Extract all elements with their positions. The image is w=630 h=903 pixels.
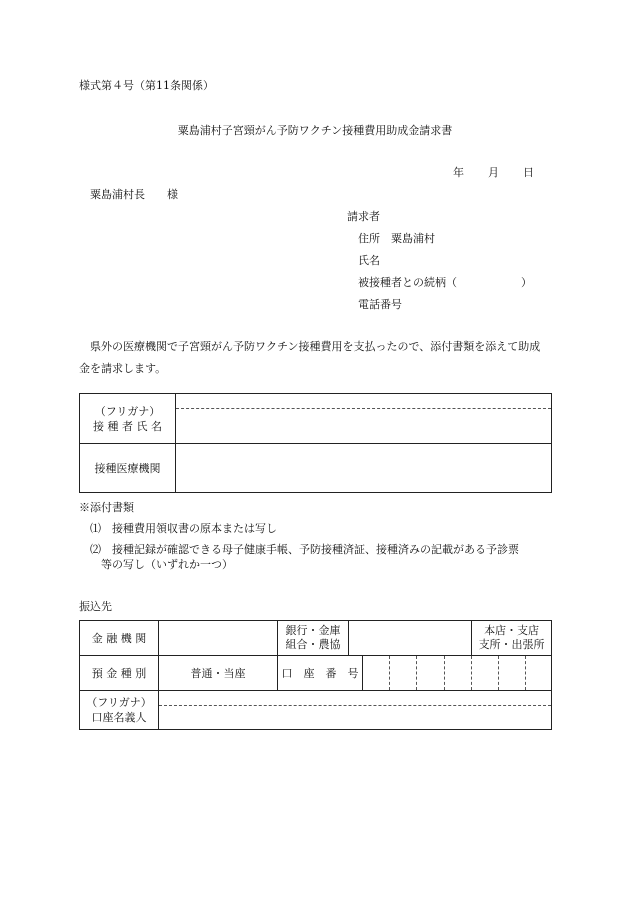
requester-relation-label: 被接種者との続柄（	[358, 276, 457, 289]
requester-phone-label: 電話番号	[358, 298, 402, 311]
addressee: 粟島浦村長 様	[90, 188, 178, 201]
form-title: 粟島浦村子宮頸がん予防ワクチン接種費用助成金請求書	[177, 124, 453, 137]
form-number: 様式第４号（第11条関係）	[79, 79, 214, 92]
date-month-label: 月	[488, 166, 499, 179]
bank-heading: 振込先	[79, 600, 112, 613]
account-digit-1[interactable]	[363, 656, 390, 691]
request-statement: 県外の医療機関で子宮頸がん予防ワクチン接種費用を支払ったので、添付書類を添えて助成金を請求します。	[79, 340, 541, 375]
account-digit-2[interactable]	[390, 656, 417, 691]
account-digit-4[interactable]	[445, 656, 472, 691]
account-digit-5[interactable]	[472, 656, 499, 691]
branch-type-line-2: 支所・出張所	[478, 638, 545, 651]
account-digit-6[interactable]	[499, 656, 526, 691]
clinic-label: 接種医療機関	[80, 444, 176, 493]
branch-type-line-1: 本店・支店	[484, 624, 540, 637]
date-year-label: 年	[453, 166, 464, 179]
requester-address-label: 住所 粟島浦村	[358, 232, 435, 245]
account-holder-label: 口座名義人	[91, 711, 147, 724]
recipient-name-label: 接 種 者 氏 名	[93, 419, 162, 433]
account-holder-divider	[159, 705, 551, 706]
recipient-furigana-label: （フリガナ）	[94, 404, 161, 418]
clinic-field[interactable]	[176, 444, 552, 493]
bank-table	[79, 620, 552, 730]
institution-name-field[interactable]	[159, 621, 278, 656]
attachment-item-1: ⑴ 接種費用領収書の原本または写し	[90, 522, 277, 535]
bank-type-line-2: 組合・農協	[285, 638, 341, 651]
bank-type-cell	[278, 621, 349, 656]
recipient-name-label-cell	[80, 394, 176, 444]
requester-heading: 請求者	[347, 210, 380, 223]
branch-type-cell	[472, 621, 552, 656]
deposit-type-label: 預 金 種 別	[80, 656, 159, 691]
requester-name-label: 氏名	[358, 254, 380, 267]
account-digit-3[interactable]	[417, 656, 445, 691]
recipient-furigana-field[interactable]	[176, 394, 551, 408]
attachment-item-2-line-1: ⑵ 接種記録が確認できる母子健康手帳、予防接種済証、接種済みの記載がある予診票	[90, 543, 519, 556]
account-holder-furigana-label: （フリガナ）	[86, 696, 152, 709]
account-digit-7[interactable]	[526, 656, 552, 691]
branch-name-field[interactable]	[349, 621, 472, 656]
account-number-label: 口 座 番 号	[278, 656, 363, 691]
account-holder-furigana-field[interactable]	[159, 691, 551, 705]
date-day-label: 日	[523, 166, 534, 179]
deposit-type-value[interactable]: 普通・当座	[159, 656, 278, 691]
attachment-item-2-line-2: 等の写し（いずれか一つ）	[101, 558, 233, 571]
account-holder-field[interactable]	[159, 691, 552, 730]
recipient-name-field[interactable]	[176, 394, 552, 444]
furigana-divider	[176, 408, 551, 409]
account-holder-label-cell	[80, 691, 159, 730]
institution-label: 金 融 機 関	[80, 621, 159, 656]
attachments-heading: ※添付書類	[79, 501, 134, 514]
requester-relation-close: ）	[521, 276, 532, 289]
bank-type-line-1: 銀行・金庫	[285, 624, 341, 637]
recipient-table	[79, 393, 552, 493]
